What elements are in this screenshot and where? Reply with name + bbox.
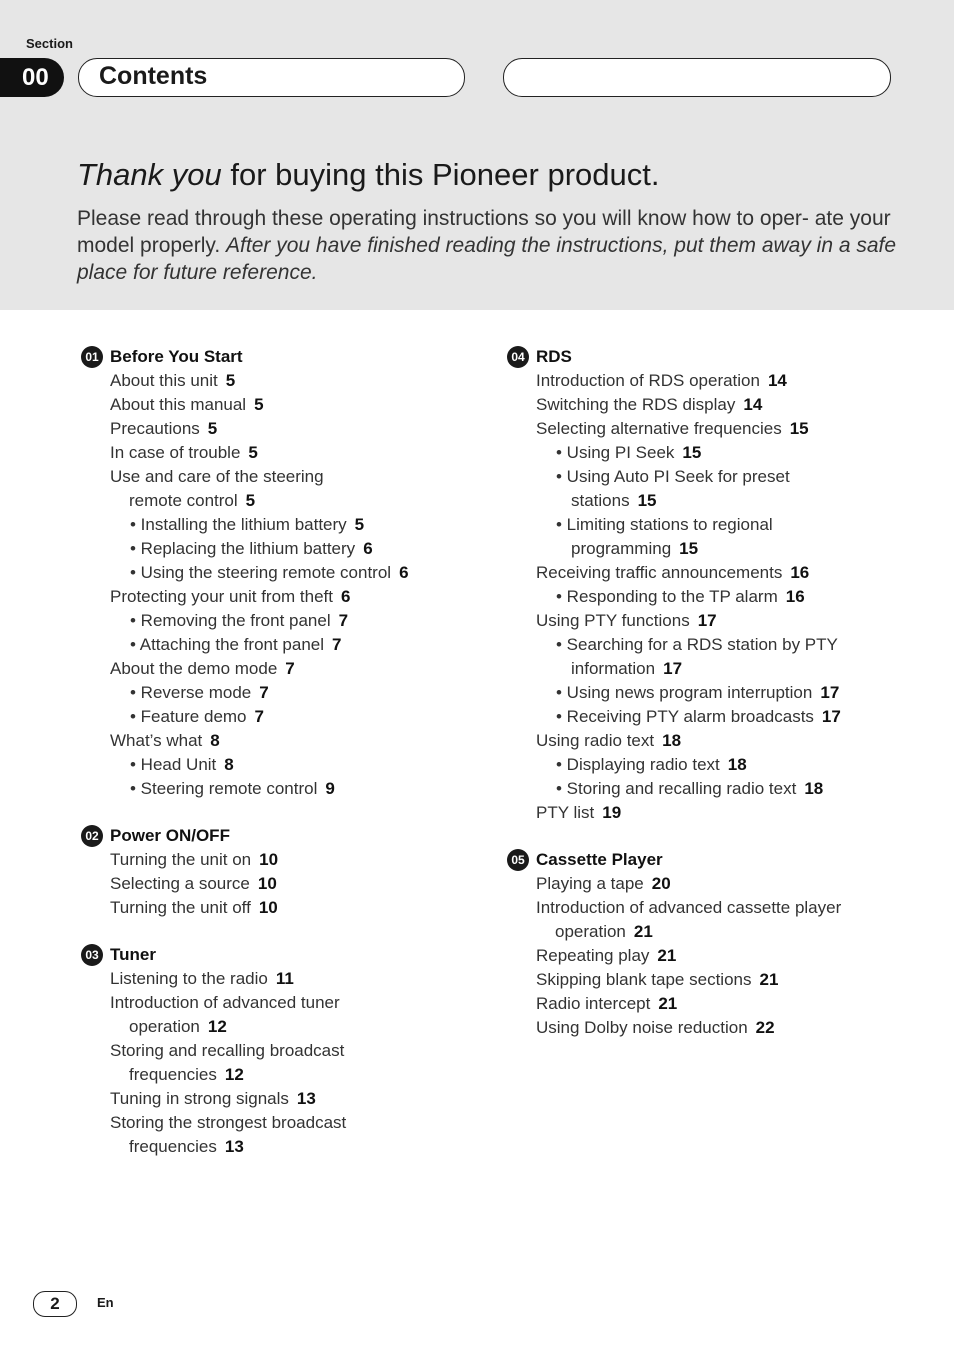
toc-page-number: 17 <box>697 611 717 630</box>
toc-entry[interactable] <box>506 441 906 465</box>
toc-entry[interactable] <box>506 1016 906 1040</box>
toc-page-number: 6 <box>363 539 373 558</box>
toc-entry[interactable] <box>80 369 460 393</box>
toc-entry-text: About the demo mode <box>110 659 278 678</box>
toc-section-title: Cassette Player <box>536 850 663 869</box>
toc-entry-text: frequencies <box>129 1065 217 1084</box>
toc-page-number: 8 <box>210 731 220 750</box>
toc-entry-text: In case of trouble <box>110 443 241 462</box>
toc-page-number: 21 <box>658 994 678 1013</box>
intro-text-plain: Please read through these operating instructions so you will know how to oper- ate your model properly. <box>77 207 891 257</box>
toc-entry[interactable] <box>506 777 906 801</box>
toc-entry[interactable] <box>80 872 460 896</box>
toc-entry <box>506 465 906 489</box>
toc-page-number: 5 <box>245 491 256 510</box>
toc-section <box>506 345 906 825</box>
toc-entry <box>80 1111 460 1135</box>
toc-page-number: 14 <box>767 371 787 390</box>
toc-entry-text: • Limiting stations to regional <box>556 515 773 534</box>
toc-entry[interactable] <box>80 537 460 561</box>
toc-page-number: 21 <box>633 922 653 941</box>
toc-page-number: 5 <box>207 419 218 438</box>
section-number-badge: 05 <box>507 849 529 871</box>
toc-entry[interactable] <box>80 1063 460 1087</box>
toc-section-title: Before You Start <box>110 347 243 366</box>
page-number: 2 <box>33 1291 77 1317</box>
toc-entry[interactable] <box>506 393 906 417</box>
toc-entry-text: • Attaching the front panel <box>130 635 325 654</box>
toc-entry <box>506 633 906 657</box>
toc-entry-text: Selecting a source <box>110 874 250 893</box>
toc-entry-text: • Using the steering remote control <box>130 563 392 582</box>
toc-entry-text: • Using news program interruption <box>556 683 813 702</box>
toc-page-number: 18 <box>662 731 682 750</box>
toc-section <box>80 345 460 801</box>
toc-page-number: 16 <box>785 587 805 606</box>
toc-entry[interactable] <box>80 633 460 657</box>
toc-entry[interactable] <box>80 1087 460 1111</box>
toc-entry[interactable] <box>80 777 460 801</box>
toc-page-number: 10 <box>257 874 277 893</box>
toc-entry-text: Switching the RDS display <box>536 395 736 414</box>
toc-page-number: 19 <box>602 803 622 822</box>
toc-entry-text: • Using Auto PI Seek for preset <box>556 467 790 486</box>
toc-entry-text: • Removing the front panel <box>130 611 331 630</box>
toc-entry[interactable] <box>80 417 460 441</box>
toc-entry[interactable] <box>506 561 906 585</box>
toc-entry[interactable] <box>80 753 460 777</box>
toc-entry[interactable] <box>506 753 906 777</box>
toc-page-number: 15 <box>789 419 809 438</box>
toc-section <box>80 824 460 920</box>
toc-entry <box>80 991 460 1015</box>
intro-title <box>77 157 659 193</box>
toc-section-title: Power ON/OFF <box>110 826 230 845</box>
toc-entry-text: • Displaying radio text <box>556 755 720 774</box>
toc-entry-text: Listening to the radio <box>110 969 268 988</box>
toc-page-number: 15 <box>682 443 702 462</box>
toc-entry-text: • Feature demo <box>130 707 247 726</box>
toc-entry <box>80 465 460 489</box>
toc-entry[interactable] <box>506 609 906 633</box>
section-label: Section <box>26 36 73 51</box>
toc-section <box>506 848 906 1040</box>
toc-column-right <box>506 345 906 1063</box>
toc-entry-text: Skipping blank tape sections <box>536 970 752 989</box>
section-number-badge: 03 <box>81 944 103 966</box>
toc-entry[interactable] <box>80 489 460 513</box>
toc-section <box>80 943 460 1159</box>
toc-section-title: Tuner <box>110 945 156 964</box>
toc-page-number: 12 <box>224 1065 244 1084</box>
toc-entry-text: • Using PI Seek <box>556 443 675 462</box>
section-number-badge: 01 <box>81 346 103 368</box>
toc-entry-text: • Installing the lithium battery <box>130 515 347 534</box>
toc-entry <box>506 513 906 537</box>
toc-section-title: RDS <box>536 347 572 366</box>
toc-entry[interactable] <box>80 681 460 705</box>
language-label: En <box>97 1295 114 1310</box>
toc-entry-text: • Reverse mode <box>130 683 252 702</box>
toc-page-number: 7 <box>338 611 349 630</box>
toc-page-number: 9 <box>325 779 335 798</box>
toc-entry-text: Protecting your unit from theft <box>110 587 333 606</box>
toc-entry-text: Use and care of the steering <box>110 467 324 486</box>
toc-page-number: 21 <box>759 970 779 989</box>
toc-entry[interactable] <box>80 1015 460 1039</box>
toc-page-number: 10 <box>258 898 278 917</box>
toc-entry[interactable] <box>506 369 906 393</box>
toc-entry[interactable] <box>506 920 906 944</box>
toc-page-number: 21 <box>657 946 677 965</box>
toc-entry[interactable] <box>506 681 906 705</box>
toc-page-number: 22 <box>755 1018 775 1037</box>
toc-entry-text: About this unit <box>110 371 218 390</box>
toc-page-number: 14 <box>743 395 763 414</box>
toc-entry[interactable] <box>80 513 460 537</box>
toc-entry-text: Storing and recalling broadcast <box>110 1041 345 1060</box>
toc-entry[interactable] <box>506 537 906 561</box>
toc-entry-text: operation <box>555 922 626 941</box>
toc-page-number: 13 <box>224 1137 244 1156</box>
toc-entry-text: Precautions <box>110 419 200 438</box>
toc-entry-text: Introduction of RDS operation <box>536 371 760 390</box>
toc-entry[interactable] <box>80 705 460 729</box>
toc-entry[interactable] <box>80 1135 460 1159</box>
toc-entry-text: information <box>571 659 656 678</box>
toc-entry-text: operation <box>129 1017 200 1036</box>
intro-text-italic: After you have finished reading the instructions, put them away in a safe place for future reference. <box>77 234 897 284</box>
intro-text <box>77 205 897 286</box>
toc-entry-text: Using radio text <box>536 731 655 750</box>
toc-entry-text: • Steering remote control <box>130 779 318 798</box>
toc-page-number: 17 <box>663 659 683 678</box>
toc-entry[interactable] <box>80 441 460 465</box>
toc-entry[interactable] <box>506 729 906 753</box>
toc-entry-text: Tuning in strong signals <box>110 1089 289 1108</box>
intro-title-italic: Thank you <box>77 157 222 192</box>
toc-entry-text: • Storing and recalling radio text <box>556 779 797 798</box>
toc-entry-text: • Replacing the lithium battery <box>130 539 356 558</box>
toc-page-number: 16 <box>790 563 810 582</box>
toc-entry[interactable] <box>80 393 460 417</box>
toc-entry[interactable] <box>80 967 460 991</box>
toc-entry-text: What’s what <box>110 731 203 750</box>
toc-entry-text: Receiving traffic announcements <box>536 563 783 582</box>
toc-page-number: 17 <box>821 707 841 726</box>
toc-entry-text: Radio intercept <box>536 994 651 1013</box>
toc-entry[interactable] <box>80 896 460 920</box>
toc-section-heading[interactable] <box>506 848 906 872</box>
toc-entry[interactable] <box>506 417 906 441</box>
toc-page-number: 7 <box>332 635 342 654</box>
page-title: Contents <box>99 62 208 90</box>
toc-entry-text: Using Dolby noise reduction <box>536 1018 748 1037</box>
toc-page-number: 20 <box>651 874 671 893</box>
toc-section-heading[interactable] <box>80 824 460 848</box>
toc-column-left <box>80 345 460 1182</box>
toc-section-heading[interactable] <box>506 345 906 369</box>
toc-entry-text: • Responding to the TP alarm <box>556 587 778 606</box>
toc-entry[interactable] <box>506 801 906 825</box>
toc-entry-text: programming <box>571 539 672 558</box>
toc-page-number: 5 <box>354 515 365 534</box>
toc-entry-text: Introduction of advanced tuner <box>110 993 340 1012</box>
toc-page-number: 18 <box>804 779 824 798</box>
toc-entry-text: stations <box>571 491 630 510</box>
toc-entry-text: remote control <box>129 491 238 510</box>
toc-entry[interactable] <box>506 657 906 681</box>
toc-page-number: 6 <box>399 563 409 582</box>
toc-entry[interactable] <box>506 489 906 513</box>
toc-page-number: 5 <box>254 395 264 414</box>
toc-entry[interactable] <box>80 609 460 633</box>
toc-page-number: 5 <box>225 371 236 390</box>
toc-entry-text: Selecting alternative frequencies <box>536 419 782 438</box>
toc-entry <box>80 1039 460 1063</box>
toc-page-number: 5 <box>248 443 258 462</box>
toc-page-number: 17 <box>820 683 840 702</box>
toc-entry-text: About this manual <box>110 395 247 414</box>
section-number-badge: 04 <box>507 346 529 368</box>
toc-page-number: 6 <box>341 587 351 606</box>
toc-entry-text: Introduction of advanced cassette player <box>536 898 842 917</box>
toc-page-number: 11 <box>275 969 294 988</box>
toc-entry-text: frequencies <box>129 1137 217 1156</box>
toc-section-heading[interactable] <box>80 345 460 369</box>
toc-entry-text: Storing the strongest broadcast <box>110 1113 347 1132</box>
toc-page-number: 10 <box>259 850 279 869</box>
toc-page-number: 7 <box>259 683 269 702</box>
toc-entry[interactable] <box>80 561 460 585</box>
toc-entry[interactable] <box>80 729 460 753</box>
toc-entry[interactable] <box>80 657 460 681</box>
toc-entry-text: • Head Unit <box>130 755 217 774</box>
toc-entry[interactable] <box>506 944 906 968</box>
toc-entry[interactable] <box>80 848 460 872</box>
toc-page-number: 8 <box>224 755 234 774</box>
toc-entry[interactable] <box>506 585 906 609</box>
toc-entry[interactable] <box>506 872 906 896</box>
toc-entry-text: PTY list <box>536 803 595 822</box>
toc-entry[interactable] <box>506 992 906 1016</box>
toc-entry[interactable] <box>80 585 460 609</box>
toc-page-number: 15 <box>679 539 699 558</box>
toc-page-number: 12 <box>207 1017 227 1036</box>
toc-entry <box>506 896 906 920</box>
toc-entry-text: • Receiving PTY alarm broadcasts <box>556 707 814 726</box>
toc-entry-text: • Searching for a RDS station by PTY <box>556 635 838 654</box>
section-number-badge: 02 <box>81 825 103 847</box>
section-number: 00 <box>0 58 64 97</box>
intro-title-rest: for buying this Pioneer product. <box>221 157 660 192</box>
toc-entry-text: Turning the unit on <box>110 850 252 869</box>
toc-page-number: 18 <box>727 755 747 774</box>
toc-entry-text: Repeating play <box>536 946 650 965</box>
toc-entry[interactable] <box>506 705 906 729</box>
toc-section-heading[interactable] <box>80 943 460 967</box>
toc-page-number: 15 <box>637 491 657 510</box>
title-box <box>78 58 465 97</box>
toc-page-number: 13 <box>296 1089 316 1108</box>
toc-entry-text: Turning the unit off <box>110 898 251 917</box>
empty-title-box <box>503 58 891 97</box>
toc-page-number: 7 <box>285 659 295 678</box>
toc-entry-text: Using PTY functions <box>536 611 690 630</box>
toc-entry-text: Playing a tape <box>536 874 644 893</box>
toc-entry[interactable] <box>506 968 906 992</box>
toc-page-number: 7 <box>254 707 264 726</box>
